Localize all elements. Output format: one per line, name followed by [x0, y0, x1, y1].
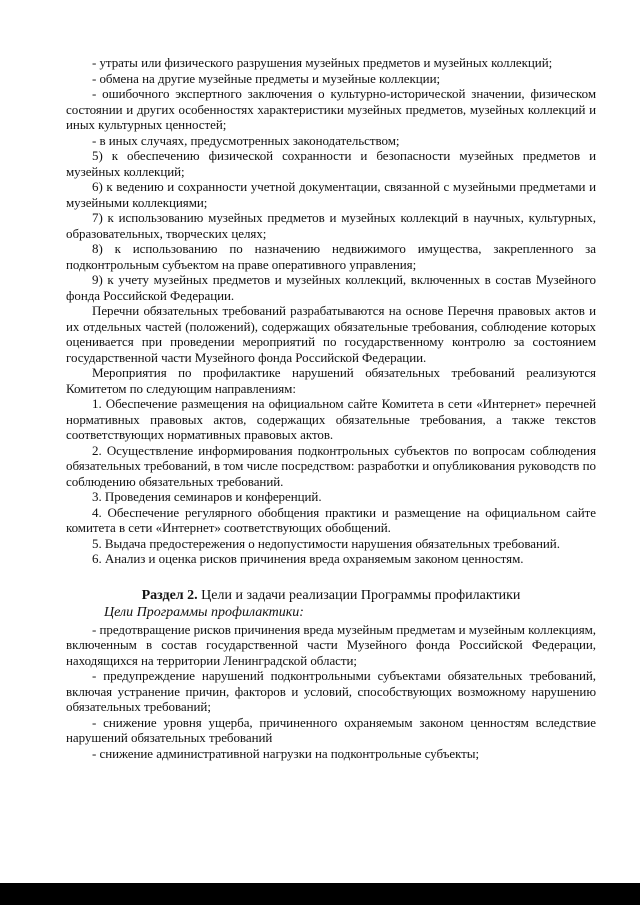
paragraph-goal-prevent-risks: - предотвращение рисков причинения вреда музейным предметам и музейным коллекциям, включенным в состав государственной части Музейного фонда Российской Федерации, находящихся на территории Ленинградской области; [66, 621, 596, 668]
paragraph-requirements-lists: Перечни обязательных требований разрабатываются на основе Перечня правовых актов и их отдельных частей (положений), содержащих обязательные требования, соблюдение которых оценивается при проведении мероприятий по государственному контролю за состоянием государственной части Музейного фонда Российской Федерации. [66, 303, 596, 365]
paragraph-direction-5: 5. Выдача предостережения о недопустимости нарушения обязательных требований. [92, 535, 560, 551]
section-title: Цели и задачи реализации Программы профилактики [201, 587, 521, 603]
section-number: Раздел 2. [141, 587, 198, 603]
paragraph-goal-reduce-burden: - снижение административной нагрузки на подконтрольные субъекты; [92, 745, 480, 761]
section-heading [66, 587, 596, 604]
paragraph-direction-4: 4. Обеспечение регулярного обобщения практики и размещение на официальном сайте комитета в сети «Интернет» соответствующих обобщений. [66, 504, 596, 535]
paragraph-direction-6: 6. Анализ и оценка рисков причинения вреда охраняемым законом ценностям. [92, 551, 524, 566]
scan-bottom-edge [0, 883, 640, 905]
paragraph-other-cases: - в иных случаях, предусмотренных законодательством; [92, 132, 400, 148]
paragraph-exchange: - обмена на другие музейные предметы и музейные коллекции; [92, 70, 441, 86]
paragraph-item-8: 8) к использованию по назначению недвижимого имущества, закрепленного за подконтрольным субъектом на праве оперативного управления; [66, 241, 596, 272]
goals-subheading: Цели Программы профилактики: [104, 604, 304, 620]
paragraph-item-6: 6) к ведению и сохранности учетной документации, связанной с музейными предметами и музейными коллекциями; [66, 179, 596, 210]
paragraph-item-7: 7) к использованию музейных предметов и музейных коллекций в научных, культурных, образовательных, творческих целях; [66, 210, 596, 241]
paragraph-direction-2: 2. Осуществление информирования подконтрольных субъектов по вопросам соблюдения обязательных требований, в том числе посредством: разработки и опубликования руководств по соблюдению обязательных требований. [66, 442, 596, 489]
document-page [66, 55, 596, 761]
paragraph-loss: - утраты или физического разрушения музейных предметов и музейных коллекций; [92, 55, 553, 70]
paragraph-expert-error: - ошибочного экспертного заключения о культурно-исторической значении, физическом состоянии и других особенностях характеристики музейных предметов, музейных коллекций и иных культурных ценностей; [66, 86, 596, 132]
paragraph-direction-3: 3. Проведения семинаров и конференций. [92, 489, 322, 504]
paragraph-item-9: 9) к учету музейных предметов и музейных коллекций, включенных в состав Музейного фонда Российской Федерации. [66, 272, 596, 303]
paragraph-prevention-measures: Мероприятия по профилактике нарушений обязательных требований реализуются Комитетом по следующим направлениям: [66, 365, 596, 396]
paragraph-item-5: 5) к обеспечению физической сохранности и безопасности музейных предметов и музейных коллекций; [66, 148, 596, 179]
paragraph-goal-prevent-violations: - предупреждение нарушений подконтрольными субъектами обязательных требований, включая устранение причин, факторов и условий, способствующих возможному нарушению обязательных требований; [66, 668, 596, 714]
paragraph-direction-1: 1. Обеспечение размещения на официальном сайте Комитета в сети «Интернет» перечней нормативных правовых актов, содержащих обязательные требования, а также текстов соответствующих нормативных правовых актов. [66, 396, 596, 442]
paragraph-goal-reduce-damage: - снижение уровня ущерба, причиненного охраняемым законом ценностям вследствие нарушений обязательных требований [66, 714, 596, 745]
